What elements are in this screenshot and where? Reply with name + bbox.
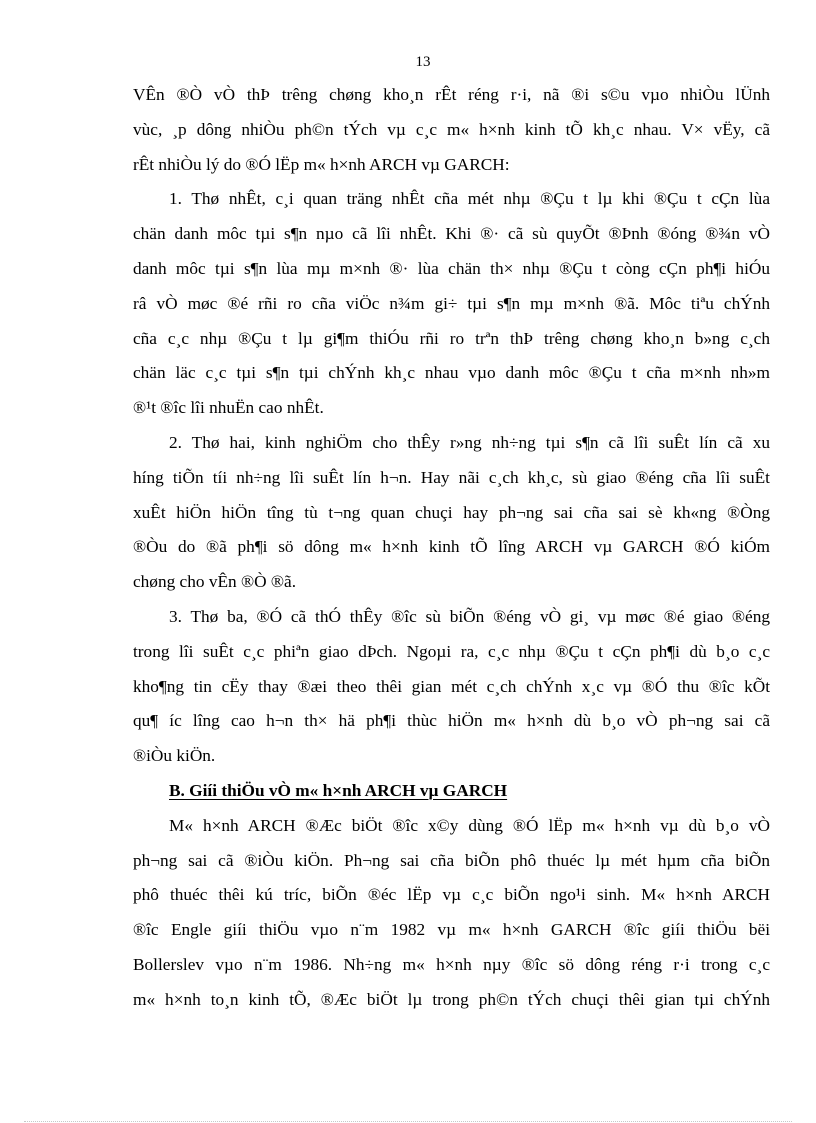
page-number: 13 <box>415 54 431 70</box>
point-3-line-1: 3. Thø ba, ®Ó cã thÓ thÊy ®îc sù biÕn ®éng vÒ gi¸ vµ møc ®é giao ®éng <box>169 606 770 626</box>
page-bottom-border <box>24 1121 792 1122</box>
point-1-line-6: chän läc c¸c tµi s¶n tµi chÝnh kh¸c nhau vµo danh môc ®Çu t cña m×nh nh»m <box>133 363 770 383</box>
point-3-line-4: qu¶ íc lîng cao h¬n th× hä ph¶i thùc hiÖn m« h×nh dù b¸o vÒ ph¬ng sai cã <box>133 711 770 731</box>
section-line-5: Bollerslev vµo n¨m 1986. Nh÷ng m« h×nh nµy ®îc sö dông réng r·i trong c¸c <box>133 954 770 974</box>
point-1-line-5: cña c¸c nhµ ®Çu t lµ gi¶m thiÓu rñi ro trªn thÞ trêng chøng kho¸n b»ng c¸ch <box>133 328 770 348</box>
point-2-line-2: híng tiÕn tíi nh÷ng lîi suÊt lín h¬n. Hay nãi c¸ch kh¸c, sù giao ®éng cña lîi suÊt <box>133 467 770 487</box>
point-2-line-1: 2. Thø hai, kinh nghiÖm cho thÊy r»ng nh÷ng tµi s¶n cã lîi suÊt lín cã xu <box>169 432 770 452</box>
point-2-line-4: ®Òu do ®ã ph¶i sö dông m« h×nh kinh tÕ lîng ARCH vµ GARCH ®Ó kiÓm <box>133 537 770 557</box>
section-line-3: phô thuéc thêi kú tríc, biÕn ®éc lËp vµ c¸c biÕn ngo¹i sinh. M« h×nh ARCH <box>133 885 770 905</box>
point-2-line-3: xuÊt hiÖn hiÖn tîng tù t¬ng quan chuçi hay ph¬ng sai cña sai sè kh«ng ®Òng <box>133 502 770 522</box>
point-2-line-5: chøng cho vÊn ®Ò ®ã. <box>133 572 297 592</box>
intro-line-3: rÊt nhiÒu lý do ®Ó lËp m« h×nh ARCH vµ GARCH: <box>133 154 510 174</box>
point-1-line-2: chän danh môc tµi s¶n nµo cã lîi nhÊt. Khi ®· cã sù quyÕt ®Þnh ®óng ®¾n vÒ <box>133 224 770 244</box>
point-1-line-7: ®¹t ®îc lîi nhuËn cao nhÊt. <box>133 398 324 418</box>
body-text <box>133 78 770 1018</box>
point-1-line-3: danh môc tµi s¶n lùa mµ m×nh ®· lùa chän th× nhµ ®Çu t còng cÇn ph¶i hiÓu <box>133 258 770 278</box>
intro-line-1: VÊn ®Ò vÒ thÞ trêng chøng kho¸n rÊt réng r·i, nã ®i s©u vµo nhiÒu lÜnh <box>133 85 770 104</box>
section-line-1: M« h×nh ARCH ®Æc biÖt ®îc x©y dùng ®Ó lËp m« h×nh vµ dù b¸o vÒ <box>169 815 770 835</box>
intro-line-2: vùc, ¸p dông nhiÒu ph©n tÝch vµ c¸c m« h×nh kinh tÕ kh¸c nhau. V× vËy, cã <box>133 119 770 139</box>
section-line-4: ®îc Engle giíi thiÖu vµo n¨m 1982 vµ m« h×nh GARCH ®îc giíi thiÖu bëi <box>133 920 770 940</box>
point-3-line-3: kho¶ng tin cËy thay ®æi theo thêi gian mét c¸ch chÝnh x¸c vµ ®Ó thu ®îc kÕt <box>133 676 770 696</box>
point-3-line-5: ®iÒu kiÖn. <box>133 746 216 766</box>
section-line-2: ph¬ng sai cã ®iÒu kiÖn. Ph¬ng sai cña biÕn phô thuéc lµ mét hµm cña biÕn <box>133 850 770 870</box>
point-3-line-2: trong lîi suÊt c¸c phiªn giao dÞch. Ngoµi ra, c¸c nhµ ®Çu t cÇn ph¶i dù b¸o c¸c <box>133 641 770 661</box>
point-1-line-4: râ vÒ møc ®é rñi ro cña viÖc n¾m gi÷ tµi s¶n mµ m×nh ®ã. Môc tiªu chÝnh <box>133 293 770 313</box>
point-1-line-1: 1. Thø nhÊt, c¸i quan träng nhÊt cña mét nhµ ®Çu t lµ khi ®Çu t cÇn lùa <box>169 189 770 209</box>
section-heading: B. Giíi thiÖu vÒ m« h×nh ARCH vµ GARCH <box>169 780 508 800</box>
section-line-6: m« h×nh to¸n kinh tÕ, ®Æc biÖt lµ trong ph©n tÝch chuçi thêi gian tµi chÝnh <box>133 989 770 1009</box>
